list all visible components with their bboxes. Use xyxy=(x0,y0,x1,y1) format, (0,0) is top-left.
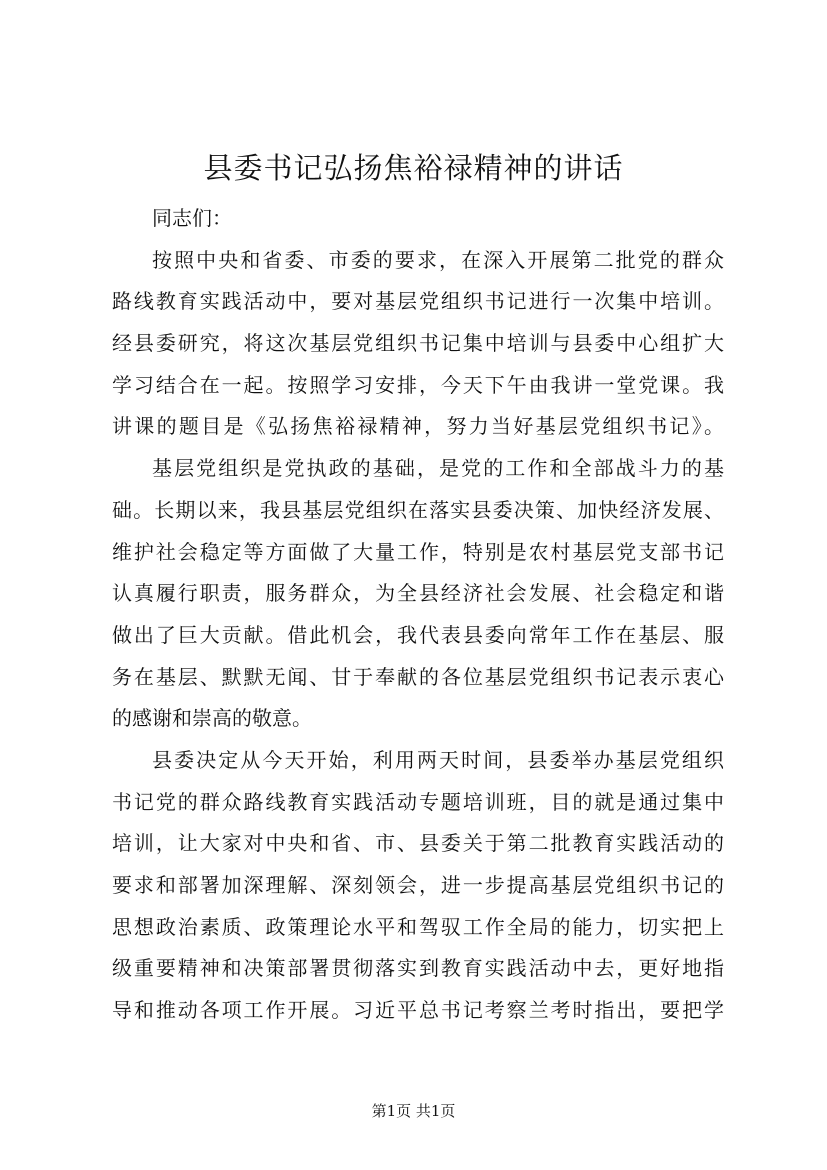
paragraph-line: 路线教育实践活动中，要对基层党组织书记进行一次集中培训。 xyxy=(112,289,724,314)
paragraph-line: 书记党的群众路线教育实践活动专题培训班，目的就是通过集中 xyxy=(112,789,724,814)
paragraph-line: 按照中央和省委、市委的要求，在深入开展第二批党的群众 xyxy=(152,247,724,272)
paragraph-line: 培训，让大家对中央和省、市、县委关于第二批教育实践活动的 xyxy=(112,831,724,856)
document-body xyxy=(112,198,724,1032)
paragraph-line: 要求和部署加深理解、深刻领会，进一步提高基层党组织书记的 xyxy=(112,873,724,897)
paragraph-line: 思想政治素质、政策理论水平和驾驭工作全局的能力，切实把上 xyxy=(112,914,724,939)
paragraph-line: 础。长期以来，我县基层党组织在落实县委决策、加快经济发展、 xyxy=(112,497,724,522)
paragraph-line: 讲课的题目是《弘扬焦裕禄精神，努力当好基层党组织书记》。 xyxy=(112,414,724,439)
salutation: 同志们： xyxy=(152,206,232,230)
paragraph-line: 学习结合在一起。按照学习安排，今天下午由我讲一堂党课。我 xyxy=(112,372,724,397)
paragraph-line: 做出了巨大贡献。借此机会，我代表县委向常年工作在基层、服 xyxy=(112,622,724,647)
paragraph-line: 维护社会稳定等方面做了大量工作，特别是农村基层党支部书记 xyxy=(112,539,724,564)
document-title: 县委书记弘扬焦裕禄精神的讲话 xyxy=(203,151,624,185)
paragraph-line: 基层党组织是党执政的基础，是党的工作和全部战斗力的基 xyxy=(152,456,724,481)
paragraph-line: 经县委研究，将这次基层党组织书记集中培训与县委中心组扩大 xyxy=(112,331,724,356)
paragraph-line: 认真履行职责，服务群众，为全县经济社会发展、社会稳定和谐 xyxy=(112,581,724,606)
paragraph-line: 级重要精神和决策部署贯彻落实到教育实践活动中去，更好地指 xyxy=(112,956,724,981)
page-footer: 第1页 共1页 xyxy=(371,1102,456,1120)
paragraph-line: 的感谢和崇高的敬意。 xyxy=(112,706,312,731)
paragraph-line: 县委决定从今天开始，利用两天时间，县委举办基层党组织 xyxy=(152,747,724,772)
paragraph-line: 导和推动各项工作开展。习近平总书记考察兰考时指出，要把学 xyxy=(112,998,724,1023)
paragraph-line: 务在基层、默默无闻、甘于奉献的各位基层党组织书记表示衷心 xyxy=(112,664,724,689)
